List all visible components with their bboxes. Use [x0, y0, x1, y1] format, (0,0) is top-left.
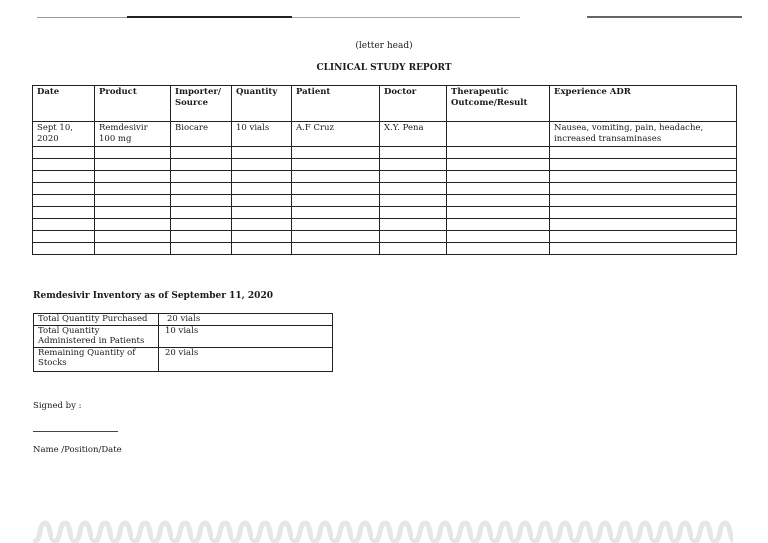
empty-cell	[292, 159, 380, 171]
empty-cell	[550, 231, 737, 243]
empty-cell	[380, 159, 447, 171]
empty-cell	[380, 171, 447, 183]
empty-cell	[171, 159, 232, 171]
inventory-row	[34, 314, 333, 326]
empty-cell	[292, 219, 380, 231]
table-row-empty	[33, 243, 737, 255]
table-row-empty	[33, 171, 737, 183]
header-rule-left	[37, 17, 127, 18]
table-header-row	[33, 86, 737, 122]
letterhead: (letter head)	[355, 41, 413, 51]
empty-cell	[171, 147, 232, 159]
empty-cell	[33, 219, 95, 231]
inventory-title: Remdesivir Inventory as of September 11, 2020	[33, 291, 273, 301]
col-header-patient: Patient	[292, 86, 380, 122]
empty-cell	[95, 159, 171, 171]
empty-cell	[550, 195, 737, 207]
table-row-empty	[33, 147, 737, 159]
empty-cell	[447, 219, 550, 231]
empty-cell	[292, 231, 380, 243]
empty-cell	[232, 207, 292, 219]
table-row-empty	[33, 159, 737, 171]
col-header-quantity: Quantity	[232, 86, 292, 122]
inventory-label: Remaining Quantity of Stocks	[34, 347, 159, 371]
empty-cell	[232, 231, 292, 243]
empty-cell	[232, 219, 292, 231]
inventory-table	[33, 313, 333, 372]
empty-cell	[33, 195, 95, 207]
empty-cell	[380, 195, 447, 207]
empty-cell	[447, 171, 550, 183]
empty-cell	[171, 171, 232, 183]
col-header-outcome: Therapeutic Outcome/Result	[447, 86, 550, 122]
cell-date: Sept 10, 2020	[33, 122, 95, 147]
empty-cell	[447, 183, 550, 195]
empty-cell	[95, 219, 171, 231]
empty-cell	[171, 231, 232, 243]
empty-cell	[447, 243, 550, 255]
empty-cell	[380, 243, 447, 255]
name-position-date-label: Name /Position/Date	[33, 445, 122, 455]
table-row-empty	[33, 219, 737, 231]
empty-cell	[292, 183, 380, 195]
empty-cell	[33, 159, 95, 171]
empty-cell	[380, 147, 447, 159]
empty-cell	[95, 231, 171, 243]
empty-cell	[292, 207, 380, 219]
empty-cell	[95, 171, 171, 183]
cell-product: Remdesivir 100 mg	[95, 122, 171, 147]
empty-cell	[171, 243, 232, 255]
col-header-experience: Experience ADR	[550, 86, 737, 122]
inventory-row	[34, 347, 333, 371]
empty-cell	[550, 183, 737, 195]
inventory-label: Total Quantity Administered in Patients	[34, 325, 159, 347]
report-title: CLINICAL STUDY REPORT	[316, 63, 452, 73]
decorative-footer-pattern	[33, 519, 733, 543]
empty-cell	[380, 207, 447, 219]
inventory-value: 10 vials	[159, 325, 333, 347]
inventory-value: 20 vials	[159, 314, 333, 326]
empty-cell	[33, 231, 95, 243]
inventory-label: Total Quantity Purchased	[34, 314, 159, 326]
empty-cell	[232, 147, 292, 159]
empty-cell	[292, 195, 380, 207]
empty-cell	[171, 219, 232, 231]
col-header-doctor: Doctor	[380, 86, 447, 122]
empty-cell	[550, 147, 737, 159]
empty-cell	[550, 171, 737, 183]
empty-cell	[33, 243, 95, 255]
empty-cell	[550, 159, 737, 171]
inventory-row	[34, 325, 333, 347]
empty-cell	[171, 183, 232, 195]
col-header-date: Date	[33, 86, 95, 122]
empty-cell	[33, 207, 95, 219]
table-row-empty	[33, 183, 737, 195]
empty-cell	[550, 207, 737, 219]
header-rule-right	[587, 16, 742, 18]
empty-cell	[550, 219, 737, 231]
empty-cell	[232, 183, 292, 195]
empty-cell	[447, 159, 550, 171]
table-row	[33, 122, 737, 147]
header-rule-main	[127, 16, 292, 18]
signed-by-label: Signed by :	[33, 401, 82, 411]
empty-cell	[292, 171, 380, 183]
empty-cell	[33, 171, 95, 183]
table-row-empty	[33, 207, 737, 219]
empty-cell	[95, 207, 171, 219]
empty-cell	[380, 183, 447, 195]
empty-cell	[95, 243, 171, 255]
empty-cell	[171, 207, 232, 219]
empty-cell	[171, 195, 232, 207]
cell-importer: Biocare	[171, 122, 232, 147]
cell-experience: Nausea, vomiting, pain, headache, increased transaminases	[550, 122, 737, 147]
col-header-product: Product	[95, 86, 171, 122]
cell-quantity: 10 vials	[232, 122, 292, 147]
empty-cell	[380, 231, 447, 243]
col-header-importer: Importer/ Source	[171, 86, 232, 122]
empty-cell	[380, 219, 447, 231]
empty-cell	[33, 183, 95, 195]
empty-cell	[95, 195, 171, 207]
cell-doctor: X.Y. Pena	[380, 122, 447, 147]
empty-cell	[33, 147, 95, 159]
header-rule-mid	[292, 17, 520, 18]
table-row-empty	[33, 231, 737, 243]
empty-cell	[232, 195, 292, 207]
signature-line	[33, 431, 118, 432]
empty-cell	[232, 243, 292, 255]
table-row-empty	[33, 195, 737, 207]
empty-cell	[292, 243, 380, 255]
empty-cell	[232, 171, 292, 183]
inventory-value: 20 vials	[159, 347, 333, 371]
empty-cell	[447, 207, 550, 219]
empty-cell	[550, 243, 737, 255]
empty-cell	[447, 195, 550, 207]
empty-cell	[95, 147, 171, 159]
empty-cell	[232, 159, 292, 171]
cell-patient: A.F Cruz	[292, 122, 380, 147]
cell-outcome	[447, 122, 550, 147]
empty-cell	[95, 183, 171, 195]
empty-cell	[447, 147, 550, 159]
clinical-report-table	[32, 85, 737, 255]
empty-cell	[292, 147, 380, 159]
empty-cell	[447, 231, 550, 243]
